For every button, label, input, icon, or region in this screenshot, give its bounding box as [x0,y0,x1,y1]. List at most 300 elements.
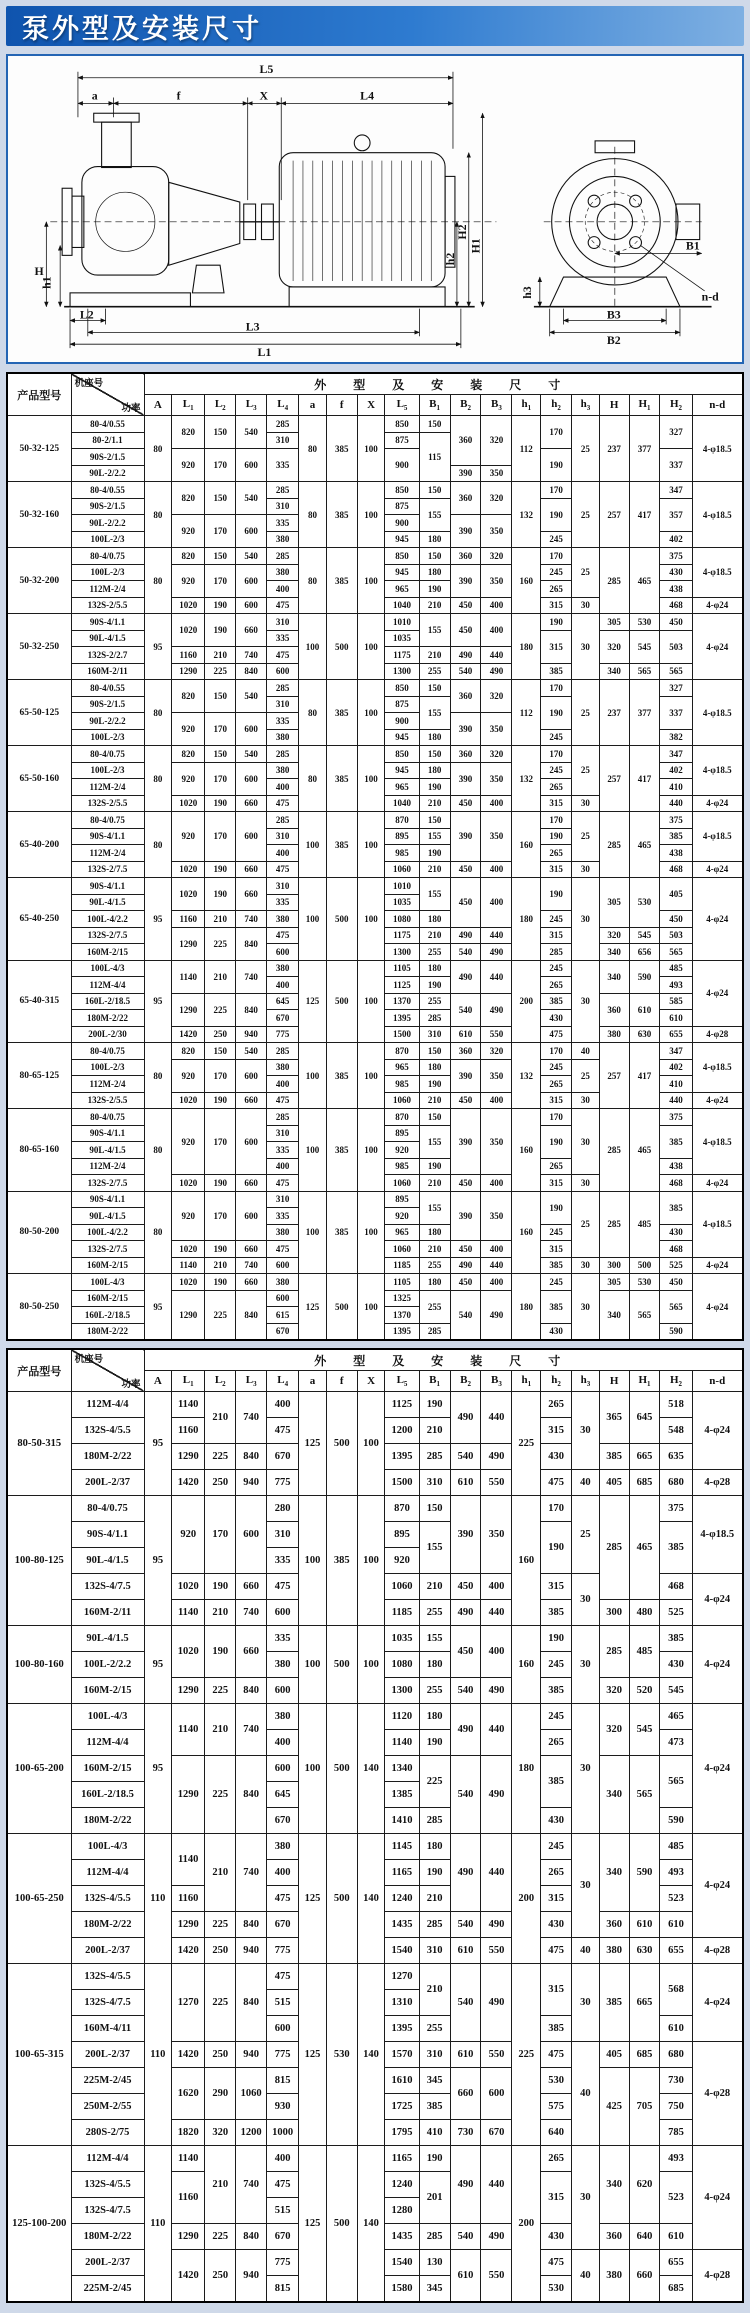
spec-cell: 655 [660,2250,692,2276]
spec-cell: 305 [599,614,629,631]
pump-drawing [8,56,742,358]
spec-cell: 600 [267,1678,299,1704]
spec-cell: 132 [512,482,541,548]
spec-cell: 468 [660,1241,692,1258]
spec-cell: 155 [419,1191,450,1224]
spec-cell: 170 [205,449,236,482]
spec-cell: 380 [267,762,299,779]
spec-cell: 190 [419,2146,450,2172]
spec-cell: 25 [572,680,600,746]
dim-label-f: f [176,88,181,103]
table-row [7,2146,743,2172]
table-row [7,1834,743,1860]
spec-cell: 100 [299,1704,327,1834]
spec-cell: 740 [236,1392,267,1444]
spec-cell: 4-φ24 [692,2146,743,2250]
spec-cell: 440 [481,1257,512,1274]
spec-cell: 400 [481,597,512,614]
spec-cell: 775 [267,1026,299,1043]
spec-cell: 493 [660,2146,692,2172]
frame-power-cell: 90L-2/2.2 [71,465,144,482]
spec-cell: 40 [572,1938,600,1964]
spec-cell: 225 [205,663,236,680]
spec-cell: 385 [599,1444,629,1470]
spec-cell: 315 [541,1418,572,1444]
spec-cell: 385 [326,1496,357,1626]
spec-cell: 255 [419,663,450,680]
spec-cell: 150 [205,416,236,449]
spec-cell: 1540 [385,2250,419,2276]
spec-cell: 190 [205,614,236,647]
dim-label-X: X [259,88,269,103]
spec-cell: 4-φ28 [692,2042,743,2146]
spec-cell: 340 [599,2146,629,2224]
spec-cell: 347 [660,746,692,763]
spec-cell: 310 [267,1125,299,1142]
spec-cell: 180 [419,911,450,928]
spec-cell: 225 [512,1392,541,1496]
spec-cell: 1010 [385,878,419,895]
spec-cell: 100 [299,1191,327,1274]
spec-cell: 335 [267,713,299,730]
spec-cell: 985 [385,1076,419,1093]
spec-cell: 685 [629,1470,660,1496]
spec-cell: 1020 [172,1092,205,1109]
table-row [7,878,743,895]
frame-power-cell: 180M-2/22 [71,1323,144,1340]
spec-cell: 680 [660,1470,692,1496]
spec-cell: 4-φ24 [692,795,743,812]
spec-cell: 1290 [172,1678,205,1704]
spec-cell: 320 [481,416,512,466]
spec-cell: 320 [599,630,629,663]
spec-cell: 400 [267,845,299,862]
spec-cell: 450 [450,1092,481,1109]
spec-cell: 400 [267,581,299,598]
spec-cell: 920 [172,515,205,548]
spec-cell: 140 [357,2146,385,2303]
spec-cell: 740 [236,1834,267,1912]
spec-cell: 180 [512,878,541,961]
frame-power-cell: 100L-4/2.2 [71,911,144,928]
col-header-L5: $L_5$ [385,1371,419,1392]
spec-cell: 1435 [385,1912,419,1938]
spec-cell: 255 [419,1257,450,1274]
spec-cell: 920 [172,762,205,795]
spec-cell: 840 [236,1444,267,1470]
spec-cell: 490 [481,2224,512,2250]
spec-cell: 440 [481,1600,512,1626]
spec-cell: 310 [267,498,299,515]
col-header-A: A [144,1371,172,1392]
spec-cell: 1020 [172,861,205,878]
spec-cell: 850 [385,482,419,499]
spec-cell: 375 [660,1496,692,1522]
spec-cell: 590 [660,1808,692,1834]
spec-cell: 150 [419,1496,450,1522]
spec-cell: 493 [660,977,692,994]
spec-cell: 375 [660,1109,692,1126]
spec-cell: 468 [660,597,692,614]
col-header-h3: $h_3$ [572,1371,600,1392]
spec-cell: 1200 [236,2120,267,2146]
spec-cell: 115 [419,432,450,482]
spec-cell: 265 [541,779,572,796]
spec-cell: 225 [205,1678,236,1704]
spec-cell: 210 [419,647,450,664]
spec-cell: 475 [267,1418,299,1444]
spec-cell: 840 [236,1756,267,1834]
spec-cell: 590 [629,960,660,993]
spec-cell: 210 [205,1392,236,1444]
spec-cell: 545 [629,630,660,663]
spec-cell: 155 [419,498,450,531]
spec-cell: 80 [144,1191,172,1274]
spec-cell: 1240 [385,2172,419,2198]
spec-cell: 490 [481,1912,512,1938]
spec-cell: 1020 [172,1274,205,1291]
spec-cell: 1340 [385,1756,419,1782]
spec-cell: 4-φ24 [692,1834,743,1938]
spec-cell: 568 [660,1964,692,2016]
spec-cell: 450 [450,1626,481,1678]
spec-cell: 1125 [385,977,419,994]
spec-cell: 840 [236,1912,267,1938]
spec-cell: 660 [236,614,267,647]
spec-cell: 95 [144,1392,172,1496]
frame-power-cell: 160M-2/11 [71,663,144,680]
dim-label-H1: H1 [468,238,483,254]
spec-cell: 380 [599,1938,629,1964]
spec-cell: 875 [385,432,419,449]
spec-cell: 1290 [172,1912,205,1938]
spec-cell: 380 [267,1274,299,1291]
col-header-frame-power [71,1349,144,1392]
frame-power-cell: 112M-4/4 [71,1392,144,1418]
dim-label-B3: B3 [606,307,621,322]
frame-power-cell: 132S-2/7.5 [71,1175,144,1192]
spec-cell: 1160 [172,2172,205,2224]
spec-cell: 80 [144,416,172,482]
spec-cell: 1420 [172,1470,205,1496]
spec-cell: 225 [205,993,236,1026]
spec-cell: 380 [267,1834,299,1860]
spec-cell: 920 [172,713,205,746]
spec-cell: 190 [419,581,450,598]
spec-cell: 40 [572,2250,600,2303]
power-label: 功率 [121,404,141,414]
spec-cell: 390 [450,1496,481,1574]
spec-cell: 840 [236,993,267,1026]
spec-cell: 820 [172,482,205,515]
spec-cell: 225 [512,1964,541,2146]
spec-cell: 385 [541,1756,572,1808]
spec-cell: 390 [450,762,481,795]
spec-cell: 335 [267,1548,299,1574]
spec-cell: 385 [326,680,357,746]
spec-cell: 285 [267,482,299,499]
spec-cell: 380 [267,1652,299,1678]
frame-power-cell: 90L-4/1.5 [71,1208,144,1225]
spec-cell: 490 [450,1392,481,1444]
spec-cell: 190 [205,1092,236,1109]
col-header-L4: $L_4$ [267,395,299,416]
spec-cell: 400 [481,1241,512,1258]
spec-cell: 473 [660,1730,692,1756]
spec-cell: 1300 [385,944,419,961]
spec-cell: 170 [541,1496,572,1522]
spec-cell: 438 [660,845,692,862]
spec-cell: 400 [267,779,299,796]
spec-cell: 4-φ18.5 [692,1043,743,1093]
spec-cell: 190 [205,878,236,911]
spec-cell: 100 [299,812,327,878]
spec-cell: 4-φ24 [692,878,743,961]
spec-cell: 155 [419,828,450,845]
spec-cell: 170 [541,416,572,449]
spec-cell: 620 [629,2146,660,2224]
spec-cell: 300 [599,1257,629,1274]
col-header-H: H [599,395,629,416]
col-header-B1: $B_1$ [419,395,450,416]
spec-cell: 1540 [385,1938,419,1964]
col-header-L5: $L_5$ [385,395,419,416]
spec-cell: 150 [419,746,450,763]
spec-cell: 670 [267,1808,299,1834]
spec-cell: 1120 [385,1704,419,1730]
dim-label-n-d: n-d [701,289,719,304]
spec-cell: 475 [267,795,299,812]
product-model-cell: 65-50-160 [7,746,71,812]
spec-cell: 210 [419,1574,450,1600]
frame-power-cell: 160L-2/18.5 [71,993,144,1010]
spec-cell: 210 [419,1241,450,1258]
spec-cell: 180 [419,1704,450,1730]
pump-end-view [534,141,712,309]
frame-power-cell: 80-4/0.75 [71,812,144,829]
spec-cell: 245 [541,564,572,581]
spec-cell: 100 [357,614,385,680]
spec-cell: 245 [541,960,572,977]
spec-cell: 100 [357,1626,385,1704]
spec-cell: 150 [419,812,450,829]
spec-cell: 1185 [385,1600,419,1626]
spec-cell: 500 [326,2146,357,2303]
frame-power-cell: 90S-4/1.1 [71,878,144,895]
spec-cell: 170 [541,1043,572,1060]
col-header-frame-power [71,373,144,416]
spec-cell: 680 [660,2042,692,2068]
spec-cell: 475 [541,2042,572,2068]
spec-cell: 4-φ28 [692,1470,743,1496]
spec-cell: 285 [419,2224,450,2250]
spec-cell: 80 [299,680,327,746]
spec-cell: 315 [541,1241,572,1258]
spec-cell: 600 [267,1290,299,1307]
spec-cell: 1290 [172,927,205,960]
spec-cell: 385 [541,993,572,1010]
spec-cell: 210 [419,1418,450,1444]
col-header-n-d: n-d [692,395,743,416]
spec-cell: 920 [172,1496,205,1574]
spec-cell: 610 [450,1938,481,1964]
spec-cell: 347 [660,1043,692,1060]
spec-cell: 4-φ24 [692,614,743,680]
spec-cell: 850 [385,746,419,763]
spec-cell: 402 [660,762,692,779]
spec-cell: 190 [541,696,572,729]
spec-cell: 490 [450,2146,481,2224]
spec-cell: 265 [541,2146,572,2172]
col-header-h2: $h_2$ [541,395,572,416]
spec-cell: 490 [450,1834,481,1912]
spec-cell: 600 [236,515,267,548]
frame-power-cell: 132S-4/7.5 [71,1990,144,2016]
spec-cell: 180 [419,1274,450,1291]
spec-cell: 655 [660,1938,692,1964]
spec-cell: 190 [419,1076,450,1093]
product-model-cell: 80-65-160 [7,1109,71,1192]
spec-cell: 1570 [385,2042,419,2068]
frame-power-cell: 160M-2/15 [71,1678,144,1704]
spec-cell: 190 [205,1241,236,1258]
spec-cell: 30 [572,861,600,878]
frame-power-cell: 132S-2/7.5 [71,927,144,944]
spec-cell: 100 [357,1392,385,1496]
spec-cell: 180 [419,531,450,548]
spec-cell: 4-φ18.5 [692,416,743,482]
spec-cell: 25 [572,812,600,862]
spec-cell: 385 [660,1626,692,1652]
spec-cell: 337 [660,449,692,482]
spec-cell: 1140 [172,1704,205,1756]
spec-cell: 1020 [172,1241,205,1258]
spec-cell: 1820 [172,2120,205,2146]
spec-cell: 438 [660,581,692,598]
spec-cell: 1290 [172,663,205,680]
spec-cell: 440 [481,1704,512,1756]
table-row [7,1043,743,1060]
spec-cell: 785 [660,2120,692,2146]
spec-cell: 402 [660,531,692,548]
col-header-f: f [326,395,357,416]
col-header-product-model: 产品型号 [7,1349,71,1392]
spec-cell: 265 [541,1392,572,1418]
spec-cell: 490 [481,1290,512,1340]
spec-cell: 450 [450,1175,481,1192]
spec-cell: 490 [450,647,481,664]
spec-cell: 475 [267,597,299,614]
spec-cell: 25 [572,416,600,482]
spec-cell: 600 [236,449,267,482]
spec-cell: 540 [450,1964,481,2042]
spec-cell: 285 [541,944,572,961]
spec-cell: 400 [481,1092,512,1109]
spec-cell: 100 [357,1274,385,1341]
spec-cell: 245 [541,762,572,779]
col-header-H1: $H_1$ [629,395,660,416]
spec-cell: 380 [267,1059,299,1076]
frame-power-cell: 132S-2/7.5 [71,1241,144,1258]
spec-cell: 285 [419,1010,450,1027]
col-header-h1: $h_1$ [512,1371,541,1392]
spec-cell: 430 [541,1444,572,1470]
spec-cell: 490 [481,1678,512,1704]
spec-cell: 100 [357,1496,385,1626]
spec-cell: 155 [419,1125,450,1158]
spec-cell: 400 [481,861,512,878]
spec-cell: 250 [205,1938,236,1964]
spec-cell: 840 [236,1964,267,2042]
spec-cell: 357 [660,498,692,531]
spec-cell: 600 [481,2068,512,2120]
frame-power-cell: 132S-2/2.7 [71,647,144,664]
spec-cell: 740 [236,1257,267,1274]
frame-power-cell: 200L-2/37 [71,1938,144,1964]
spec-cell: 1395 [385,2016,419,2042]
spec-cell: 525 [660,1257,692,1274]
frame-power-cell: 180M-2/22 [71,1444,144,1470]
spec-cell: 285 [267,548,299,565]
spec-cell: 385 [326,1043,357,1109]
col-header-L2: $L_2$ [205,1371,236,1392]
spec-cell: 265 [541,977,572,994]
spec-cell: 500 [326,614,357,680]
spec-cell: 245 [541,729,572,746]
spec-cell: 550 [481,1470,512,1496]
spec-cell: 450 [660,614,692,631]
product-model-cell: 80-50-250 [7,1274,71,1341]
spec-cell: 310 [419,1938,450,1964]
spec-cell: 350 [481,515,512,548]
spec-cell: 660 [629,2250,660,2303]
frame-power-cell: 90S-4/1.1 [71,1125,144,1142]
spec-cell: 400 [481,614,512,647]
spec-cell: 190 [205,795,236,812]
spec-cell: 1395 [385,1323,419,1340]
spec-cell: 245 [541,531,572,548]
spec-cell: 245 [541,1224,572,1241]
spec-cell: 150 [419,548,450,565]
spec-cell: 190 [419,845,450,862]
frame-power-cell: 225M-2/45 [71,2276,144,2303]
spec-cell: 400 [481,1626,512,1678]
spec-cell: 665 [629,1444,660,1470]
spec-cell: 350 [481,1496,512,1574]
table-gap [6,1341,744,1348]
spec-cell: 468 [660,1574,692,1600]
dim-label-B2: B2 [606,333,621,348]
spec-cell: 920 [385,1208,419,1225]
spec-cell: 315 [541,1886,572,1912]
spec-cell: 503 [660,927,692,944]
spec-cell: 80 [299,482,327,548]
spec-cell: 575 [541,2094,572,2120]
spec-cell: 410 [660,1076,692,1093]
table-row [7,1109,743,1126]
spec-cell: 170 [205,564,236,597]
spec-cell: 285 [419,1444,450,1470]
spec-cell: 875 [385,498,419,515]
spec-cell: 740 [236,2146,267,2224]
spec-cell: 540 [450,663,481,680]
spec-cell: 385 [326,1109,357,1192]
spec-cell: 500 [326,1626,357,1704]
spec-cell: 385 [660,1522,692,1574]
spec-cell: 480 [629,1600,660,1626]
spec-cell: 315 [541,630,572,663]
spec-cell: 1020 [172,1574,205,1600]
